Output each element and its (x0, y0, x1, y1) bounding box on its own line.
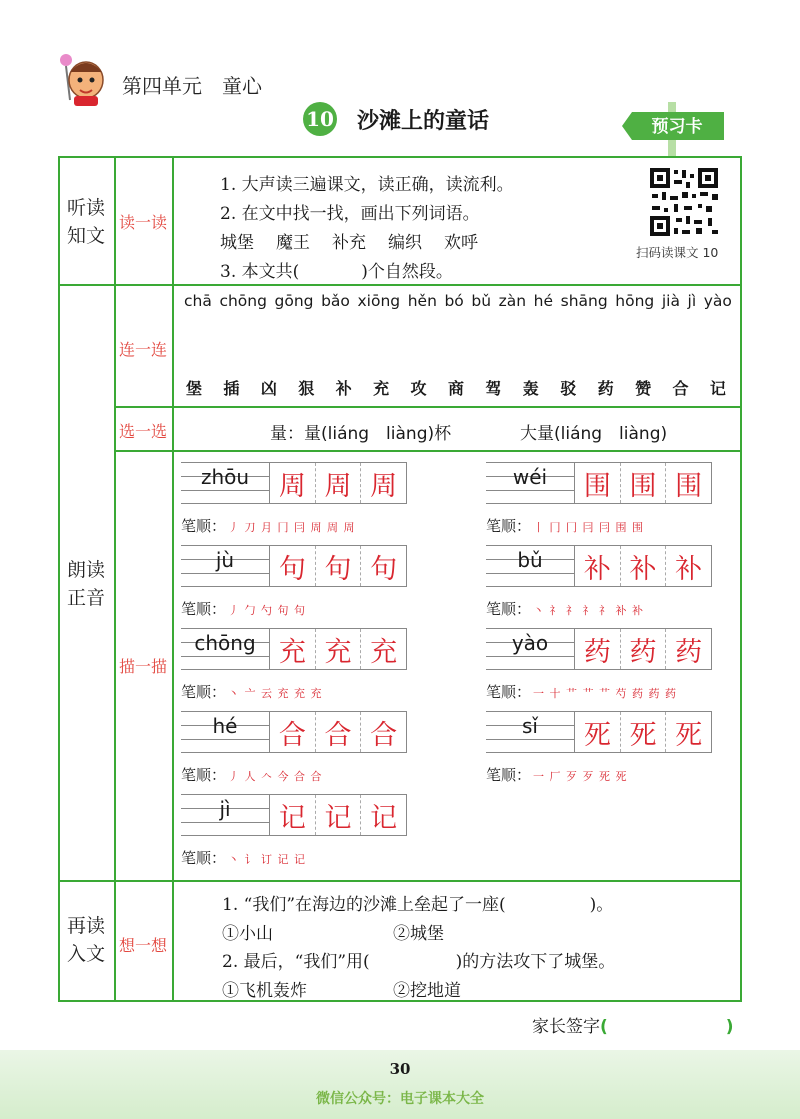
tracing-cell[interactable]: 周 (278, 470, 306, 502)
footer-note: 微信公众号：电子课本大全 (316, 1091, 484, 1107)
stroke-sequence: 丶 亠 云 充 充 充 (228, 687, 323, 700)
word-item: 魔王 (276, 233, 310, 253)
tracing-pinyin: wéi (512, 465, 548, 489)
tracing-cell[interactable]: 死 (620, 712, 666, 752)
tracing-cell[interactable]: 死 (583, 719, 611, 751)
pinyin-row (184, 292, 732, 310)
stroke-sequence: 丶 讠 订 记 记 (228, 853, 307, 866)
pinyin-item[interactable]: hōng (615, 292, 655, 310)
stroke-order-label: 笔顺： (181, 600, 227, 618)
tracing-pinyin: zhōu (200, 465, 250, 489)
word-list (220, 228, 478, 253)
pinyin-item[interactable]: hé (533, 292, 554, 310)
stroke-sequence: 丿 勹 勺 句 句 (228, 604, 307, 617)
stroke-order (181, 515, 356, 536)
mascot-icon (56, 50, 108, 108)
pinyin-item[interactable]: bǔ (471, 292, 492, 310)
tracing-pinyin: chōng (194, 631, 256, 655)
tracing-cell[interactable]: 记 (278, 802, 306, 834)
pinyin-item[interactable]: yào (703, 292, 732, 310)
tracing-box (181, 711, 407, 753)
section-label-reread: 再读 入文 (66, 915, 105, 965)
question-2: 2. 最后，“我们”用( )的方法攻下了城堡。 (222, 952, 616, 972)
tracing-cells (269, 711, 407, 753)
character-item[interactable]: 记 (709, 379, 726, 398)
task-find-words: 2. 在文中找一找，画出下列词语。 (220, 204, 480, 224)
section-label-read-pronounce: 朗读 正音 (66, 559, 105, 609)
tracing-cells (574, 545, 712, 587)
tracing-box (181, 545, 407, 587)
tracing-pinyin: jì (219, 797, 231, 821)
tracing-cells (269, 628, 407, 670)
question-1-option-1[interactable]: ①小山 (222, 924, 273, 944)
character-item[interactable]: 商 (447, 379, 464, 398)
stroke-order-label: 笔顺： (486, 600, 532, 618)
select-item-large-amount[interactable]: 大量(liáng liàng) (520, 424, 668, 444)
stroke-sequence: 丿 人 𠆢 今 合 合 (228, 770, 323, 783)
section-label-listen-read: 听读 知文 (66, 197, 105, 247)
character-item[interactable]: 插 (223, 379, 240, 398)
pinyin-item[interactable]: bǎo (321, 292, 350, 310)
sub-label-select: 选一选 (118, 422, 167, 441)
sub-label-read: 读一读 (118, 213, 167, 232)
character-item[interactable]: 药 (597, 379, 614, 398)
tracing-cells (269, 545, 407, 587)
stroke-order-label: 笔顺： (486, 517, 532, 535)
pinyin-item[interactable]: chā (184, 292, 212, 310)
pinyin-item[interactable]: hěn (407, 292, 437, 310)
tracing-pinyin: yào (511, 631, 549, 655)
page-number: 30 (389, 1060, 411, 1078)
question-1: 1. “我们”在海边的沙滩上垒起了一座( )。 (222, 895, 614, 915)
tracing-pinyin: sǐ (522, 714, 538, 738)
character-item[interactable]: 堡 (186, 379, 203, 398)
lesson-number-badge: 10 (303, 102, 337, 136)
tracing-cell[interactable]: 句 (360, 546, 406, 586)
preview-card-label: 预习卡 (651, 116, 703, 137)
tracing-cells (574, 628, 712, 670)
parent-signature: 家长签字( ) (532, 1017, 734, 1037)
stroke-order (181, 598, 306, 619)
task-paragraph-count: 3. 本文共( )个自然段。 (220, 262, 453, 282)
character-item[interactable]: 凶 (260, 379, 277, 398)
sub-label-trace: 描一描 (118, 657, 167, 676)
tracing-cells (574, 711, 712, 753)
stroke-sequence: 丶 礻 礻 礻 礻 补 补 (533, 604, 644, 617)
character-item[interactable]: 驾 (485, 379, 502, 398)
word-item: 补充 (332, 233, 366, 253)
pinyin-item[interactable]: gōng (274, 292, 314, 310)
stroke-order (181, 764, 323, 785)
sub-label-connect: 连一连 (118, 340, 167, 359)
tracing-cell[interactable]: 围 (620, 463, 666, 503)
stroke-order-label: 笔顺： (486, 766, 532, 784)
word-item: 欢呼 (444, 233, 478, 253)
tracing-box (486, 711, 712, 753)
tracing-box (181, 794, 407, 836)
tracing-cell[interactable]: 句 (315, 546, 361, 586)
pinyin-item[interactable]: zàn (498, 292, 527, 310)
tracing-box (181, 628, 407, 670)
character-item[interactable]: 轰 (522, 379, 539, 398)
stroke-sequence: 一 厂 歹 歹 死 死 (533, 770, 628, 783)
tracing-cell[interactable]: 围 (583, 470, 611, 502)
word-item: 编织 (388, 233, 422, 253)
tracing-cell[interactable]: 合 (278, 719, 306, 751)
pinyin-item[interactable]: jià (661, 292, 680, 310)
tracing-cells (269, 462, 407, 504)
unit-title: 第四单元 童心 (122, 74, 262, 98)
tracing-box (486, 462, 712, 504)
character-row (186, 376, 726, 399)
question-1-option-2[interactable]: ②城堡 (393, 924, 444, 944)
sub-label-think: 想一想 (118, 936, 167, 955)
question-2-option-1[interactable]: ①飞机轰炸 (222, 981, 307, 1001)
pinyin-item[interactable]: jì (687, 292, 697, 310)
stroke-order-label: 笔顺： (181, 683, 227, 701)
select-item-measuring-cup[interactable]: 量：量(liáng liàng)杯 (270, 424, 452, 444)
tracing-pinyin: bǔ (517, 548, 543, 572)
tracing-box (181, 462, 407, 504)
stroke-order (486, 515, 644, 536)
stroke-sequence: 一 十 艹 艹 艹 芍 药 药 药 (533, 687, 677, 700)
stroke-order-label: 笔顺： (181, 849, 227, 867)
stroke-order (486, 681, 677, 702)
question-2-option-2[interactable]: ②挖地道 (393, 981, 461, 1001)
qr-caption: 扫码读课文 10 (636, 245, 719, 260)
tracing-cell[interactable]: 周 (360, 463, 406, 503)
tracing-cell[interactable]: 充 (360, 629, 406, 669)
tracing-cell[interactable]: 药 (620, 629, 666, 669)
character-item[interactable]: 赞 (635, 379, 652, 398)
task-read-aloud: 1. 大声读三遍课文，读正确，读流利。 (220, 175, 514, 195)
character-item[interactable]: 狠 (298, 379, 315, 398)
tracing-cell[interactable]: 记 (315, 795, 361, 835)
character-item[interactable]: 攻 (410, 379, 427, 398)
tracing-cell[interactable]: 充 (315, 629, 361, 669)
lesson-title: 沙滩上的童话 (357, 108, 490, 134)
character-item[interactable]: 补 (335, 379, 352, 398)
stroke-order (181, 847, 306, 868)
stroke-order-label: 笔顺： (181, 517, 227, 535)
tracing-cell[interactable]: 补 (583, 553, 611, 585)
character-item[interactable]: 合 (672, 379, 689, 398)
stroke-sequence: 丿 刀 月 冂 冃 周 周 周 (228, 521, 356, 534)
tracing-cell[interactable]: 充 (278, 636, 306, 668)
tracing-cell[interactable]: 周 (315, 463, 361, 503)
stroke-order (181, 681, 323, 702)
tracing-cell[interactable]: 句 (278, 553, 306, 585)
tracing-cell[interactable]: 合 (315, 712, 361, 752)
tracing-cell[interactable]: 死 (665, 712, 711, 752)
stroke-order-label: 笔顺： (181, 766, 227, 784)
pinyin-item[interactable]: bó (444, 292, 464, 310)
tracing-pinyin: jù (215, 548, 235, 572)
tracing-cells (269, 794, 407, 836)
tracing-cell[interactable]: 合 (360, 712, 406, 752)
tracing-cell[interactable]: 药 (665, 629, 711, 669)
tracing-cell[interactable]: 围 (665, 463, 711, 503)
character-item[interactable]: 充 (373, 379, 390, 398)
tracing-box (486, 628, 712, 670)
pinyin-item[interactable]: shāng (560, 292, 608, 310)
tracing-box (486, 545, 712, 587)
stroke-sequence: 丨 冂 冂 冃 冃 围 围 (533, 521, 644, 534)
tracing-cell[interactable]: 补 (665, 546, 711, 586)
tracing-cell[interactable]: 补 (620, 546, 666, 586)
stroke-order (486, 764, 628, 785)
tracing-cell[interactable]: 药 (583, 636, 611, 668)
qr-code-icon (648, 166, 720, 238)
tracing-cells (574, 462, 712, 504)
tracing-pinyin: hé (212, 714, 238, 738)
tracing-cell[interactable]: 记 (360, 795, 406, 835)
word-item: 城堡 (220, 233, 254, 253)
stroke-order (486, 598, 644, 619)
pinyin-item[interactable]: xiōng (357, 292, 401, 310)
pinyin-item[interactable]: chōng (219, 292, 267, 310)
stroke-order-label: 笔顺： (486, 683, 532, 701)
character-item[interactable]: 驳 (560, 379, 577, 398)
